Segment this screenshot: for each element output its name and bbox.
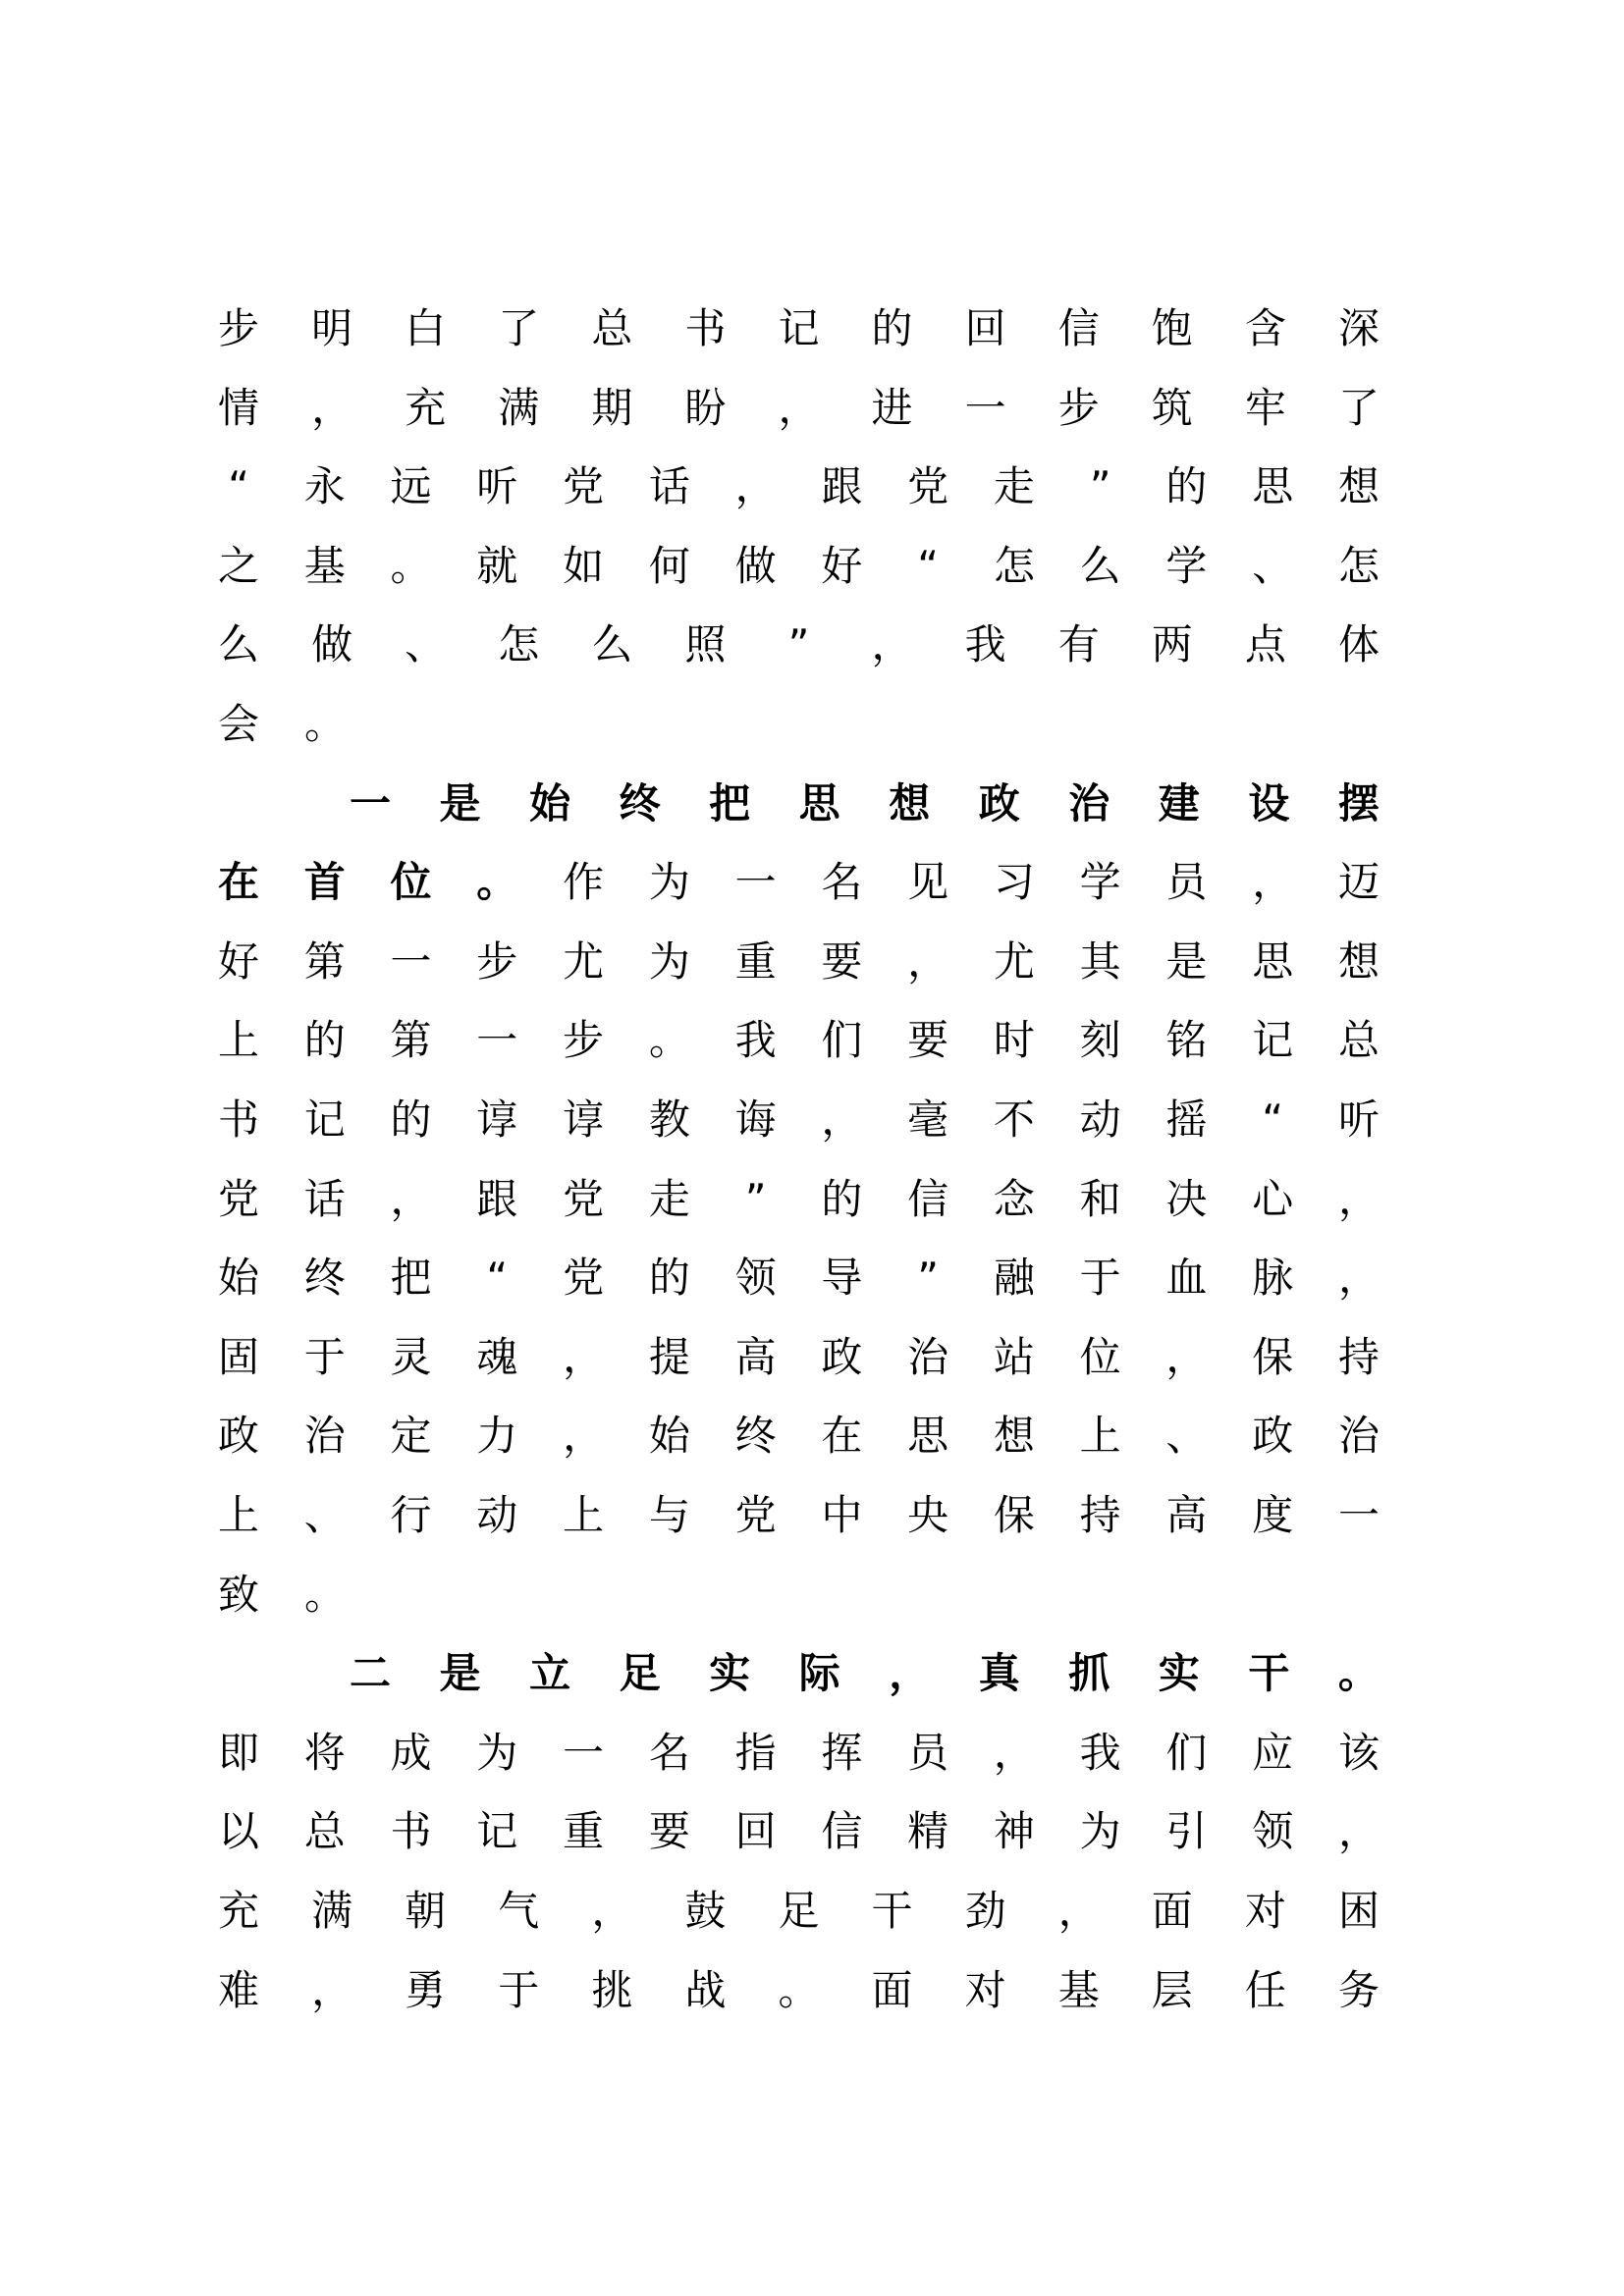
glyph: 面 — [1151, 1887, 1193, 1935]
glyph: 一 — [350, 778, 392, 828]
glyph: ” — [917, 1254, 939, 1303]
glyph: 为 — [476, 1728, 518, 1777]
glyph: 思 — [798, 778, 840, 828]
glyph: 是 — [439, 778, 481, 828]
glyph: 于 — [1079, 1254, 1121, 1303]
glyph: 的 — [648, 1254, 690, 1303]
glyph: 摆 — [1337, 778, 1380, 828]
glyph: 治 — [1068, 778, 1110, 828]
glyph: 听 — [1337, 1095, 1380, 1144]
glyph: 铭 — [1165, 1016, 1208, 1065]
glyph: 想 — [993, 1412, 1035, 1461]
glyph: 保 — [993, 1491, 1035, 1539]
glyph: 政 — [1252, 1412, 1294, 1461]
glyph: 真 — [978, 1649, 1020, 1698]
glyph: 含 — [1244, 304, 1286, 352]
glyph: 么 — [218, 620, 260, 669]
glyph: ， — [993, 1728, 1035, 1777]
glyph: 会 — [218, 700, 260, 748]
glyph: 一 — [964, 383, 1006, 432]
glyph: 、 — [303, 1491, 346, 1539]
glyph: 步 — [563, 1016, 605, 1065]
glyph: 、 — [405, 620, 447, 669]
glyph: 第 — [390, 1016, 432, 1065]
glyph: 。 — [390, 541, 432, 590]
glyph: 信 — [907, 1174, 949, 1223]
glyph: 党 — [563, 1174, 605, 1223]
text-line — [350, 1634, 1380, 1713]
glyph: 盼 — [684, 383, 727, 432]
glyph: 回 — [964, 304, 1006, 352]
glyph: ， — [311, 1965, 353, 2014]
glyph: 即 — [218, 1728, 260, 1777]
text-line — [350, 765, 1380, 843]
text-line — [218, 1556, 1380, 1634]
glyph: “ — [228, 462, 249, 511]
glyph: 记 — [778, 304, 820, 352]
glyph: 白 — [405, 304, 447, 352]
glyph: 和 — [1079, 1174, 1121, 1223]
glyph: 央 — [907, 1491, 949, 1539]
text-line — [218, 1081, 1380, 1159]
glyph: ， — [1337, 1174, 1380, 1223]
glyph: 党 — [218, 1174, 260, 1223]
glyph: 际 — [798, 1649, 840, 1698]
glyph: 充 — [405, 383, 447, 432]
glyph: 记 — [476, 1807, 518, 1856]
glyph: ” — [744, 1174, 767, 1223]
glyph: 保 — [1252, 1332, 1294, 1381]
glyph: 总 — [591, 304, 633, 352]
glyph: 决 — [1165, 1174, 1208, 1223]
glyph: 为 — [648, 858, 690, 907]
glyph: 尤 — [993, 936, 1035, 986]
glyph: 想 — [889, 778, 931, 828]
glyph: 把 — [390, 1254, 432, 1303]
glyph: 一 — [390, 936, 432, 986]
glyph: 面 — [871, 1965, 913, 2014]
glyph: 摇 — [1165, 1095, 1208, 1144]
glyph: 勇 — [405, 1965, 447, 2014]
glyph: 走 — [993, 462, 1035, 511]
glyph: 政 — [821, 1332, 863, 1381]
glyph: 有 — [1057, 620, 1100, 669]
glyph: ” — [1089, 462, 1111, 511]
glyph: 。 — [778, 1965, 820, 2014]
glyph: 做 — [311, 620, 353, 669]
glyph: ， — [563, 1332, 605, 1381]
glyph: 战 — [684, 1965, 727, 2014]
glyph: 第 — [303, 936, 346, 986]
glyph: 首 — [303, 858, 346, 907]
text-line — [218, 1951, 1380, 2030]
glyph: 、 — [1165, 1412, 1208, 1461]
glyph: “ — [917, 541, 939, 590]
glyph: 我 — [964, 620, 1006, 669]
glyph: 了 — [498, 304, 540, 352]
glyph: 诲 — [734, 1095, 777, 1144]
glyph: 要 — [821, 936, 863, 986]
text-line — [218, 290, 1380, 368]
glyph: ” — [787, 620, 810, 669]
glyph: 固 — [218, 1332, 260, 1381]
glyph: 们 — [821, 1016, 863, 1065]
glyph: 我 — [734, 1016, 777, 1065]
glyph: 务 — [1337, 1965, 1380, 2014]
glyph: 书 — [390, 1807, 432, 1856]
glyph: 教 — [648, 1095, 690, 1144]
glyph: 总 — [1337, 1016, 1380, 1065]
glyph: 做 — [734, 541, 777, 590]
glyph: 重 — [563, 1807, 605, 1856]
glyph: 行 — [390, 1491, 432, 1539]
text-line — [218, 1792, 1380, 1871]
glyph: 度 — [1252, 1491, 1294, 1539]
glyph: 想 — [1337, 936, 1380, 986]
glyph: 灵 — [390, 1332, 432, 1381]
glyph: 指 — [734, 1728, 777, 1777]
glyph: 成 — [390, 1728, 432, 1777]
glyph: 始 — [529, 778, 571, 828]
glyph: 干 — [871, 1887, 913, 1935]
glyph: 在 — [218, 858, 260, 907]
glyph: ， — [390, 1174, 432, 1223]
text-line — [218, 843, 1380, 922]
glyph: 抓 — [1068, 1649, 1110, 1698]
glyph: 书 — [218, 1095, 260, 1144]
glyph: 提 — [648, 1332, 690, 1381]
glyph: 中 — [821, 1491, 863, 1539]
glyph: 一 — [734, 858, 777, 907]
glyph: 高 — [734, 1332, 777, 1381]
glyph: 该 — [1337, 1728, 1380, 1777]
glyph: 们 — [1165, 1728, 1208, 1777]
glyph: 总 — [303, 1807, 346, 1856]
glyph: 基 — [303, 541, 346, 590]
glyph: 信 — [1057, 304, 1100, 352]
glyph: 的 — [821, 1174, 863, 1223]
text-line — [218, 1714, 1380, 1792]
glyph: 怎 — [1337, 541, 1380, 590]
glyph: ， — [871, 620, 913, 669]
text-line — [218, 1001, 1380, 1080]
glyph: 劲 — [964, 1887, 1006, 1935]
glyph: 何 — [648, 541, 690, 590]
glyph: 期 — [591, 383, 633, 432]
text-line — [218, 606, 1380, 684]
glyph: 在 — [821, 1412, 863, 1461]
glyph: 应 — [1252, 1728, 1294, 1777]
glyph: 实 — [709, 1649, 751, 1698]
glyph: 困 — [1337, 1887, 1380, 1935]
glyph: ， — [1337, 1807, 1380, 1856]
glyph: 尤 — [563, 936, 605, 986]
glyph: 党 — [563, 1254, 605, 1303]
glyph: 心 — [1252, 1174, 1294, 1223]
glyph: 定 — [390, 1412, 432, 1461]
text-line — [218, 685, 1380, 764]
glyph: ， — [821, 1095, 863, 1144]
glyph: 两 — [1151, 620, 1193, 669]
glyph: 上 — [563, 1491, 605, 1539]
glyph: 足 — [619, 1649, 661, 1698]
glyph: 始 — [218, 1254, 260, 1303]
glyph: 为 — [1079, 1807, 1121, 1856]
glyph: 重 — [734, 936, 777, 986]
glyph: 挥 — [821, 1728, 863, 1777]
text-line — [218, 1476, 1380, 1555]
glyph: 设 — [1248, 778, 1290, 828]
glyph: 足 — [778, 1887, 820, 1935]
glyph: 一 — [1337, 1491, 1380, 1539]
glyph: ， — [563, 1412, 605, 1461]
glyph: 一 — [563, 1728, 605, 1777]
glyph: ， — [907, 936, 949, 986]
glyph: 谆 — [563, 1095, 605, 1144]
glyph: 二 — [350, 1649, 392, 1698]
glyph: 的 — [303, 1016, 346, 1065]
glyph: 饱 — [1151, 304, 1193, 352]
glyph: 动 — [1079, 1095, 1121, 1144]
glyph: 站 — [993, 1332, 1035, 1381]
glyph: 念 — [993, 1174, 1035, 1223]
glyph: 终 — [303, 1254, 346, 1303]
glyph: 持 — [1079, 1491, 1121, 1539]
glyph: 以 — [218, 1807, 260, 1856]
glyph: 融 — [993, 1254, 1035, 1303]
glyph: 照 — [684, 620, 727, 669]
glyph: 好 — [218, 936, 260, 986]
glyph: 话 — [303, 1174, 346, 1223]
glyph: 终 — [734, 1412, 777, 1461]
glyph: 魂 — [476, 1332, 518, 1381]
text-line — [218, 527, 1380, 606]
glyph: 上 — [1079, 1412, 1121, 1461]
glyph: 血 — [1165, 1254, 1208, 1303]
glyph: 么 — [1079, 541, 1121, 590]
glyph: ， — [311, 383, 353, 432]
glyph: ， — [1337, 1254, 1380, 1303]
glyph: 跟 — [476, 1174, 518, 1223]
glyph: 情 — [218, 383, 260, 432]
glyph: 学 — [1079, 858, 1121, 907]
glyph: 习 — [993, 858, 1035, 907]
glyph: ， — [778, 383, 820, 432]
glyph: 干 — [1248, 1649, 1290, 1698]
glyph: 书 — [684, 304, 727, 352]
glyph: 我 — [1079, 1728, 1121, 1777]
glyph: 就 — [476, 541, 518, 590]
glyph: 层 — [1151, 1965, 1193, 2014]
glyph: 回 — [734, 1807, 777, 1856]
glyph: 作 — [563, 858, 605, 907]
glyph: 持 — [1337, 1332, 1380, 1381]
text-line — [218, 1318, 1380, 1397]
glyph: 。 — [304, 700, 347, 748]
glyph: 引 — [1165, 1807, 1208, 1856]
glyph: 满 — [498, 383, 540, 432]
text-line — [218, 369, 1380, 448]
glyph: 走 — [648, 1174, 690, 1223]
glyph: 脉 — [1252, 1254, 1294, 1303]
glyph: 跟 — [821, 462, 863, 511]
glyph: 上 — [218, 1491, 260, 1539]
glyph: 领 — [1252, 1807, 1294, 1856]
glyph: 远 — [390, 462, 432, 511]
glyph: 气 — [498, 1887, 540, 1935]
glyph: 对 — [1244, 1887, 1286, 1935]
glyph: 了 — [1337, 383, 1380, 432]
text-line — [218, 923, 1380, 1001]
glyph: 建 — [1158, 778, 1200, 828]
glyph: 基 — [1057, 1965, 1100, 2014]
glyph: 其 — [1079, 936, 1121, 986]
glyph: 点 — [1244, 620, 1286, 669]
glyph: 迈 — [1337, 858, 1380, 907]
glyph: 力 — [476, 1412, 518, 1461]
glyph: 听 — [476, 462, 518, 511]
glyph: ， — [889, 1649, 931, 1698]
glyph: 的 — [390, 1095, 432, 1144]
text-line — [218, 448, 1380, 526]
glyph: 实 — [1158, 1649, 1200, 1698]
glyph: 步 — [476, 936, 518, 986]
glyph: 的 — [1165, 462, 1208, 511]
glyph: 一 — [476, 1016, 518, 1065]
glyph: 满 — [311, 1887, 353, 1935]
glyph: 党 — [907, 462, 949, 511]
glyph: 。 — [476, 858, 518, 907]
glyph: 始 — [648, 1412, 690, 1461]
glyph: 深 — [1337, 304, 1380, 352]
glyph: 牢 — [1244, 383, 1286, 432]
glyph: ， — [734, 462, 777, 511]
glyph: 充 — [218, 1887, 260, 1935]
glyph: 话 — [648, 462, 690, 511]
glyph: 于 — [303, 1332, 346, 1381]
glyph: 动 — [476, 1491, 518, 1539]
glyph: 于 — [498, 1965, 540, 2014]
glyph: 终 — [619, 778, 661, 828]
glyph: ， — [1057, 1887, 1100, 1935]
glyph: 政 — [218, 1412, 260, 1461]
glyph: 不 — [993, 1095, 1035, 1144]
glyph: 员 — [1165, 858, 1208, 907]
glyph: 治 — [1337, 1412, 1380, 1461]
glyph: 与 — [648, 1491, 690, 1539]
glyph: 治 — [303, 1412, 346, 1461]
glyph: 刻 — [1079, 1016, 1121, 1065]
glyph: 上 — [218, 1016, 260, 1065]
glyph: 的 — [871, 304, 913, 352]
glyph: 明 — [311, 304, 353, 352]
glyph: 步 — [218, 304, 260, 352]
glyph: 思 — [1252, 462, 1294, 511]
glyph: 神 — [993, 1807, 1035, 1856]
glyph: 名 — [648, 1728, 690, 1777]
glyph: 么 — [591, 620, 633, 669]
glyph: 信 — [821, 1807, 863, 1856]
glyph: 立 — [529, 1649, 571, 1698]
glyph: 政 — [978, 778, 1020, 828]
glyph: 领 — [734, 1254, 777, 1303]
glyph: 将 — [303, 1728, 346, 1777]
glyph: 进 — [871, 383, 913, 432]
glyph: 导 — [821, 1254, 863, 1303]
glyph: 难 — [218, 1965, 260, 2014]
glyph: 致 — [218, 1570, 260, 1619]
glyph: 。 — [1337, 1649, 1380, 1698]
glyph: 位 — [1079, 1332, 1121, 1381]
glyph: 党 — [734, 1491, 777, 1539]
glyph: 谆 — [476, 1095, 518, 1144]
glyph: 员 — [907, 1728, 949, 1777]
text-line — [218, 1160, 1380, 1239]
glyph: 之 — [218, 541, 260, 590]
glyph: 筑 — [1151, 383, 1193, 432]
glyph: 挑 — [591, 1965, 633, 2014]
glyph: ， — [1252, 858, 1294, 907]
glyph: 时 — [993, 1016, 1035, 1065]
glyph: 体 — [1337, 620, 1380, 669]
glyph: 学 — [1165, 541, 1208, 590]
glyph: 想 — [1337, 462, 1380, 511]
glyph: 对 — [964, 1965, 1006, 2014]
glyph: 位 — [390, 858, 432, 907]
glyph: 记 — [1252, 1016, 1294, 1065]
glyph: 怎 — [498, 620, 540, 669]
glyph: 为 — [648, 936, 690, 986]
glyph: 记 — [303, 1095, 346, 1144]
glyph: 、 — [1252, 541, 1294, 590]
glyph: 朝 — [405, 1887, 447, 1935]
text-line — [218, 1872, 1380, 1950]
glyph: 。 — [648, 1016, 690, 1065]
glyph: 见 — [907, 858, 949, 907]
glyph: ， — [591, 1887, 633, 1935]
glyph: 精 — [907, 1807, 949, 1856]
glyph: 任 — [1244, 1965, 1286, 2014]
glyph: 把 — [709, 778, 751, 828]
glyph: 治 — [907, 1332, 949, 1381]
glyph: 。 — [304, 1570, 347, 1619]
glyph: 鼓 — [684, 1887, 727, 1935]
glyph: “ — [486, 1254, 509, 1303]
glyph: 怎 — [993, 541, 1035, 590]
glyph: “ — [1262, 1095, 1284, 1144]
glyph: 党 — [563, 462, 605, 511]
glyph: 要 — [648, 1807, 690, 1856]
text-line — [218, 1239, 1380, 1317]
glyph: 好 — [821, 541, 863, 590]
glyph: 如 — [563, 541, 605, 590]
glyph: 要 — [907, 1016, 949, 1065]
glyph: 思 — [907, 1412, 949, 1461]
glyph: 步 — [1057, 383, 1100, 432]
text-line — [218, 1397, 1380, 1475]
glyph: 高 — [1165, 1491, 1208, 1539]
glyph: 毫 — [907, 1095, 949, 1144]
glyph: 是 — [1165, 936, 1208, 986]
glyph: ， — [1165, 1332, 1208, 1381]
glyph: 是 — [439, 1649, 481, 1698]
glyph: 永 — [303, 462, 346, 511]
glyph: 名 — [821, 858, 863, 907]
glyph: 思 — [1252, 936, 1294, 986]
